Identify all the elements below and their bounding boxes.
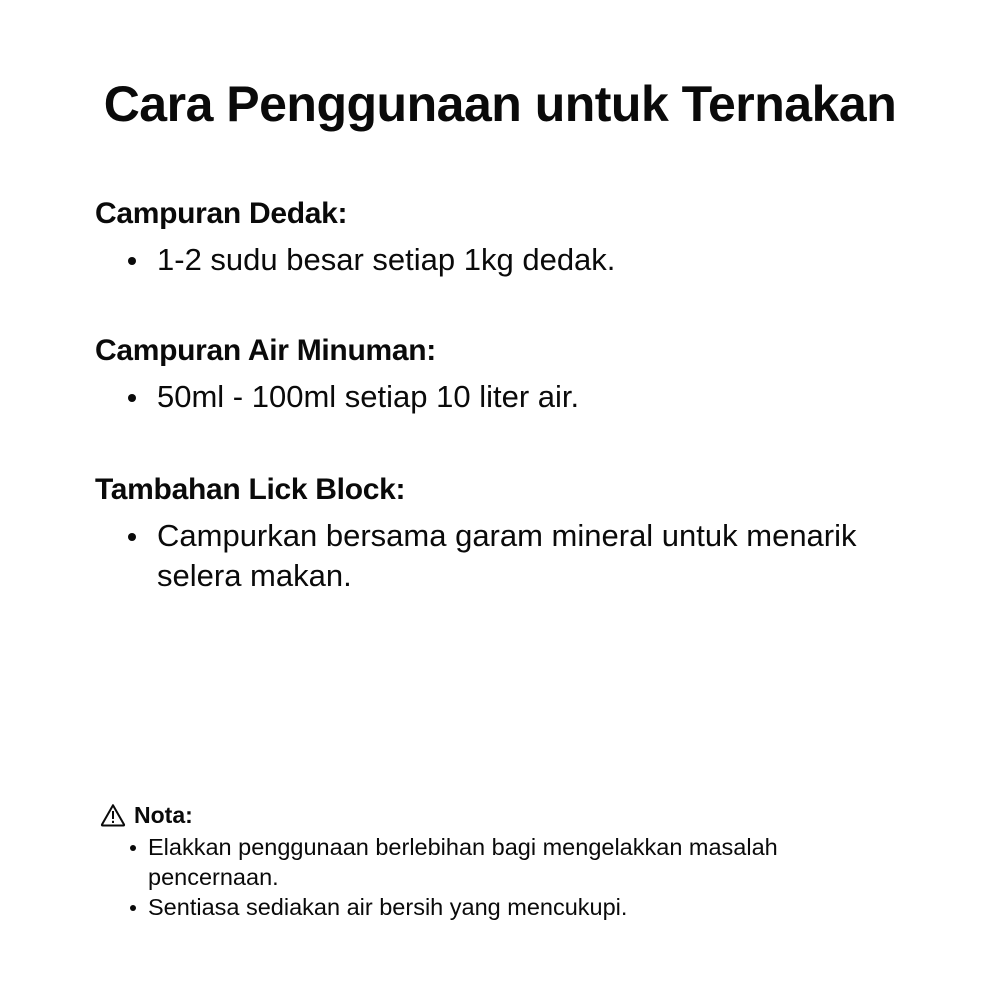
list-item [95,516,857,596]
list-item [95,240,895,280]
bullet-list [95,240,895,280]
section-heading: Campuran Dedak: [95,197,348,230]
bullet-list [95,516,895,596]
list-item-text: Campurkan bersama garam mineral untuk menarik selera makan. [157,518,857,593]
note-item-text: Elakkan penggunaan berlebihan bagi mengelakkan masalah pencernaan. [148,834,778,890]
list-item-text: 1-2 sudu besar setiap 1kg dedak. [157,242,616,277]
section-heading: Tambahan Lick Block: [95,473,406,506]
list-item [95,377,895,417]
bullet-icon [128,533,136,541]
note-item [100,832,828,892]
section-campuran-air-minuman [95,331,895,417]
warning-icon [100,803,126,827]
bullet-icon [130,905,136,911]
note-list [100,832,860,922]
section-tambahan-lick-block [95,470,895,596]
note-item-text: Sentiasa sediakan air bersih yang mencukupi. [148,894,628,920]
note-title: Nota: [134,802,193,828]
bullet-icon [128,394,136,402]
note-box [100,800,860,922]
bullet-icon [128,257,136,265]
list-item-text: 50ml - 100ml setiap 10 liter air. [157,379,580,414]
note-heading [100,800,860,830]
page-title: Cara Penggunaan untuk Ternakan [103,76,897,132]
section-heading: Campuran Air Minuman: [95,334,436,367]
note-item [100,892,860,922]
bullet-list [95,377,895,417]
bullet-icon [130,845,136,851]
section-campuran-dedak [95,194,895,280]
